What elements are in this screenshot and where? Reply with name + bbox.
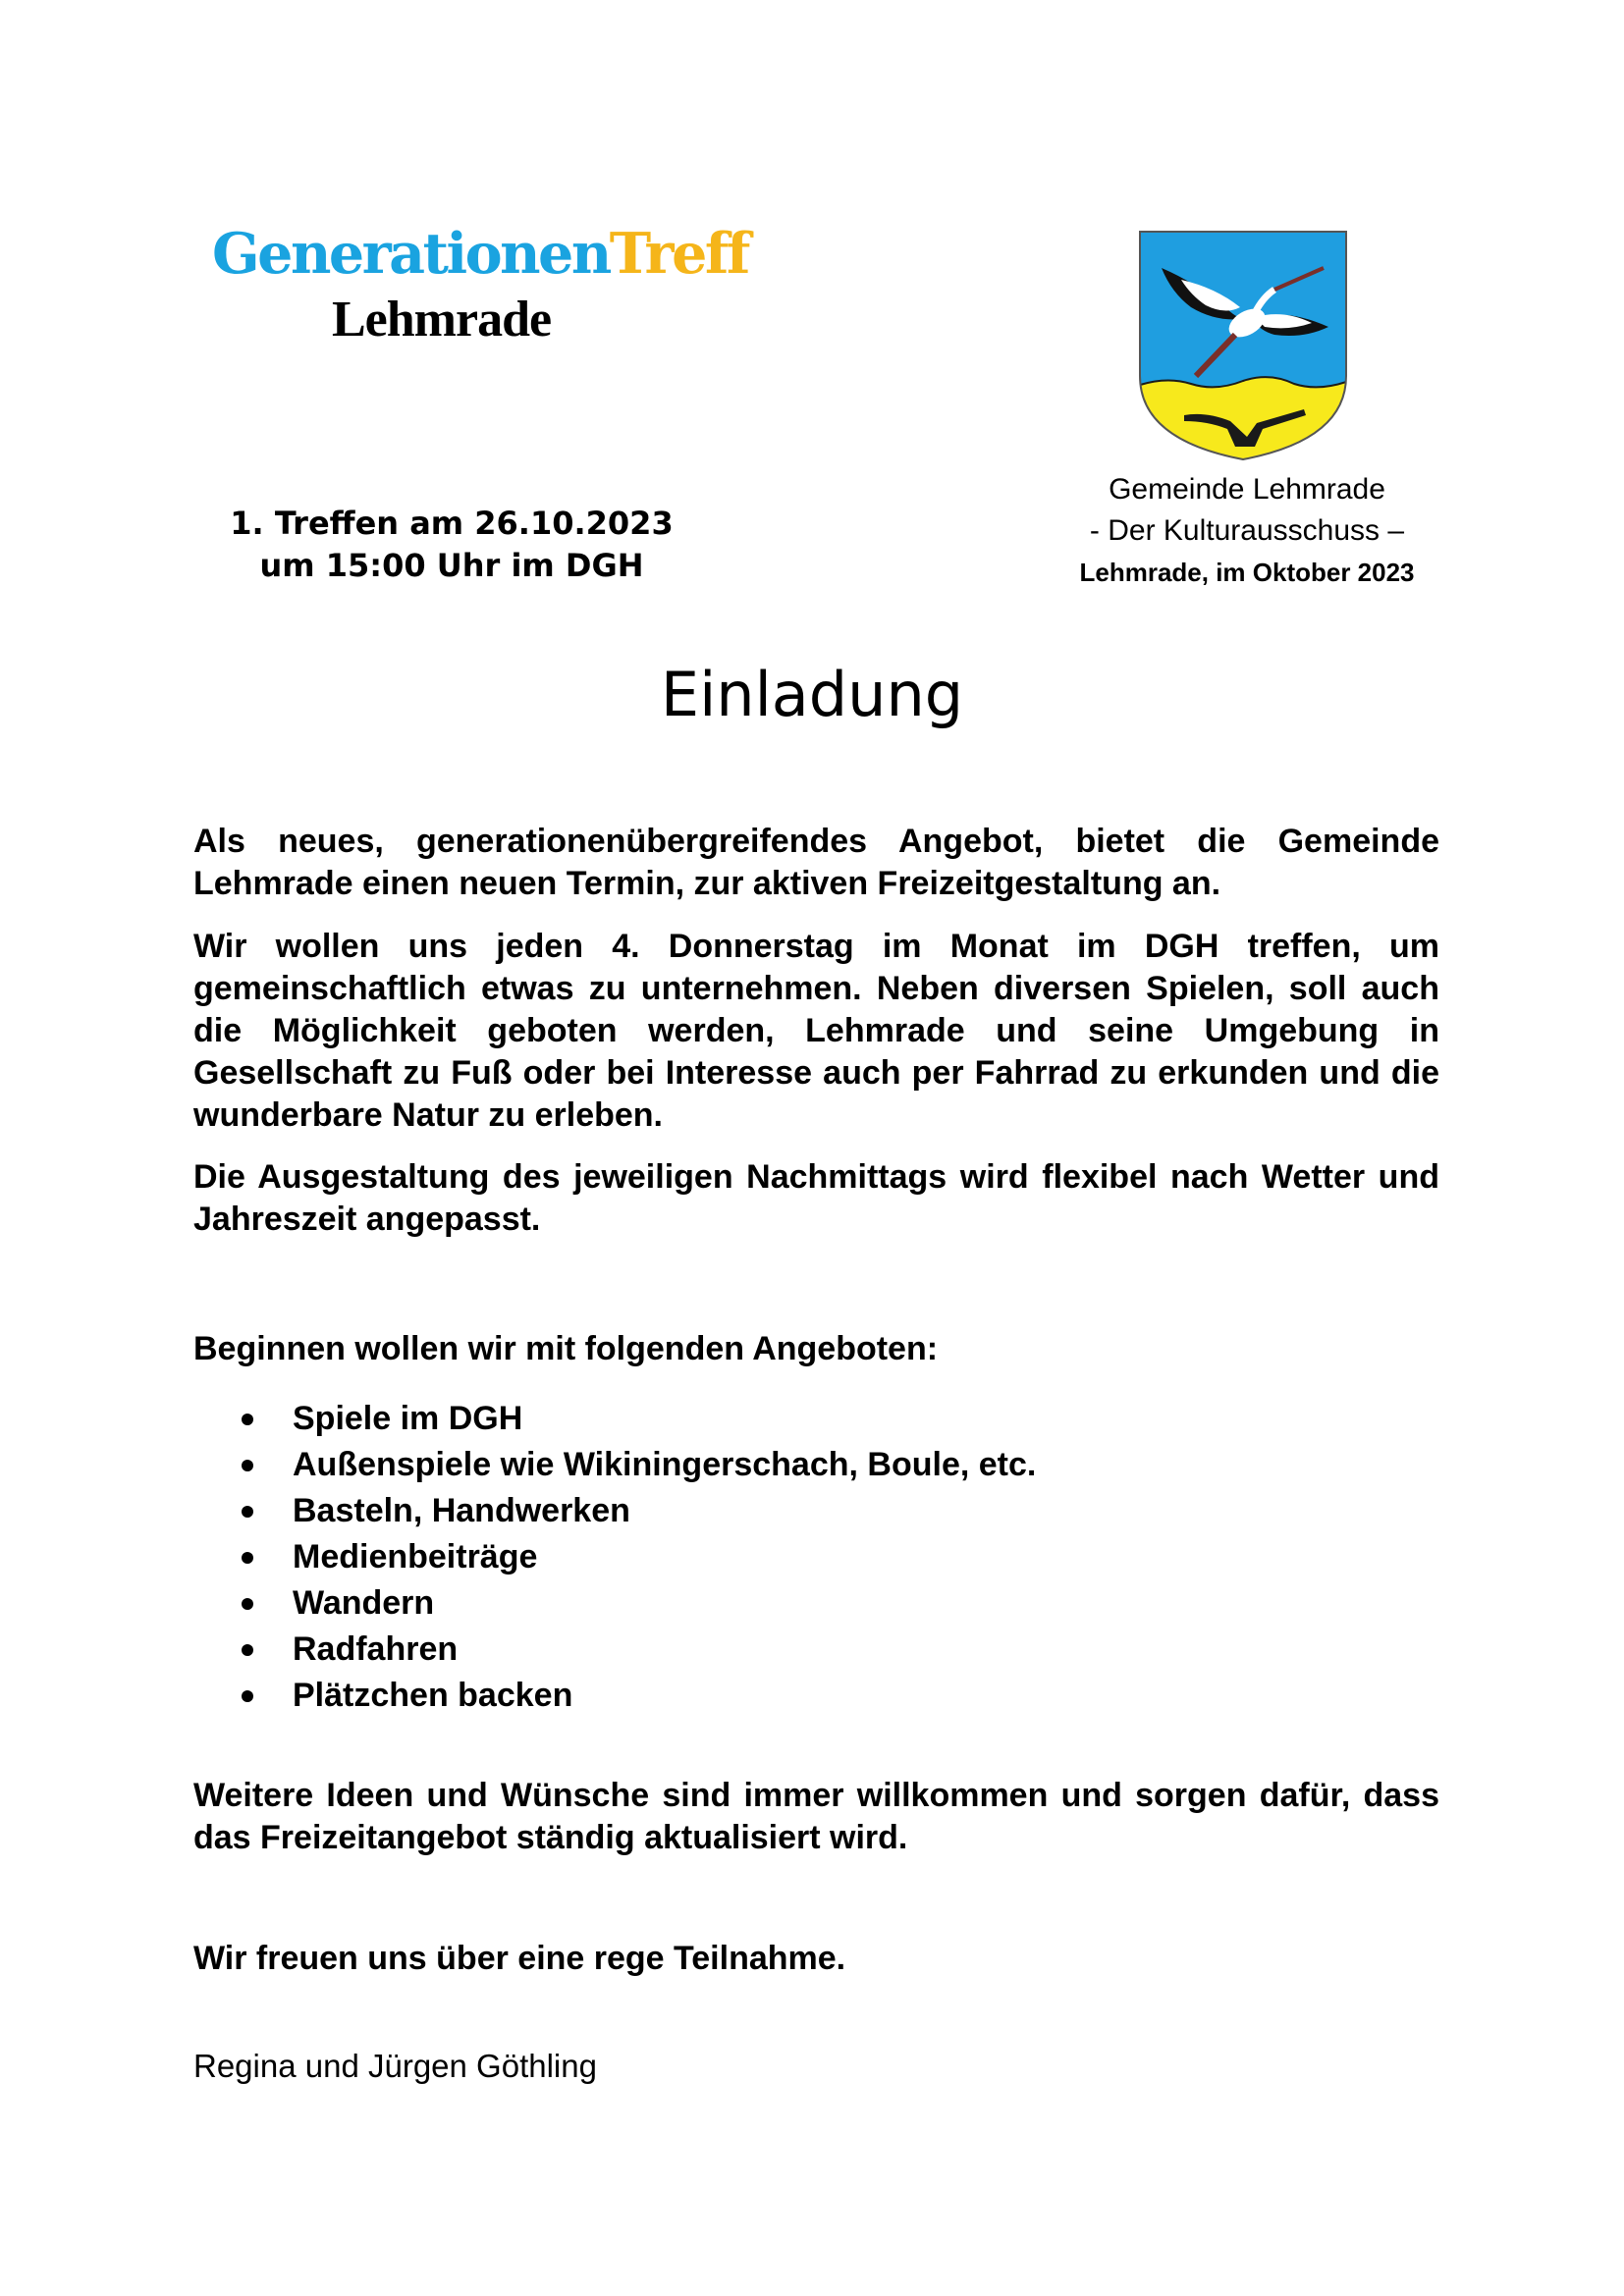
municipality-header: [1041, 469, 1453, 593]
bullet-icon: [242, 1552, 253, 1564]
bullet-icon: [242, 1644, 253, 1656]
generationentreff-logo: [212, 221, 748, 287]
coat-of-arms-icon: [1137, 229, 1349, 462]
logo-part-treff: Treff: [609, 221, 748, 287]
list-item: Basteln, Handwerken: [242, 1488, 1036, 1534]
list-item: Wandern: [242, 1580, 1036, 1627]
municipality-name: Gemeinde Lehmrade: [1109, 473, 1385, 506]
list-item: Medienbeiträge: [242, 1534, 1036, 1580]
bullet-icon: [242, 1460, 253, 1471]
list-item: Plätzchen backen: [242, 1673, 1036, 1719]
first-meeting-info: [196, 503, 707, 587]
list-item: Radfahren: [242, 1627, 1036, 1673]
logo-part-generationen: Generationen: [212, 221, 610, 287]
meeting-plan-paragraph: Wir wollen uns jeden 4. Donnerstag im Monat im DGH treffen, um gemeinschaftlich etwas zu unternehmen. Neben diversen Spielen, soll auch die Möglichkeit geboten werden, Lehmrade und seine Umgebung in Gesellschaft zu Fuß oder bei Interesse auch per Fahrrad zu erkunden und die wunderbare Natur zu erleben.: [193, 928, 1439, 1134]
offers-intro: Beginnen wollen wir mit folgenden Angeboten:: [193, 1330, 939, 1367]
list-item: Spiele im DGH: [242, 1396, 1036, 1442]
offers-list: [242, 1396, 1036, 1719]
committee-name: - Der Kulturausschuss –: [1089, 514, 1405, 547]
closing-paragraph: Wir freuen uns über eine rege Teilnahme.: [193, 1940, 846, 1977]
list-item: Außenspiele wie Wikiningerschach, Boule, etc.: [242, 1442, 1036, 1488]
intro-paragraph: Als neues, generationenübergreifendes Angebot, bietet die Gemeinde Lehmrade einen neuen Termin, zur aktiven Freizeitgestaltung an.: [193, 823, 1439, 902]
ideas-paragraph: Weitere Ideen und Wünsche sind immer willkommen und sorgen dafür, dass das Freizeitangebot ständig aktualisiert wird.: [193, 1777, 1439, 1856]
bullet-icon: [242, 1506, 253, 1518]
place-and-date: Lehmrade, im Oktober 2023: [1079, 558, 1415, 587]
flexibility-paragraph: Die Ausgestaltung des jeweiligen Nachmittags wird flexibel nach Wetter und Jahreszeit angepasst.: [193, 1158, 1439, 1238]
bullet-icon: [242, 1414, 253, 1425]
meeting-time-place-line: um 15:00 Uhr im DGH: [259, 547, 644, 584]
bullet-icon: [242, 1690, 253, 1702]
page-title: Einladung: [660, 659, 964, 730]
bullet-icon: [242, 1598, 253, 1610]
logo-place-name: Lehmrade: [332, 292, 552, 347]
meeting-date-line: 1. Treffen am 26.10.2023: [230, 505, 674, 542]
signature: Regina und Jürgen Göthling: [193, 2048, 597, 2084]
